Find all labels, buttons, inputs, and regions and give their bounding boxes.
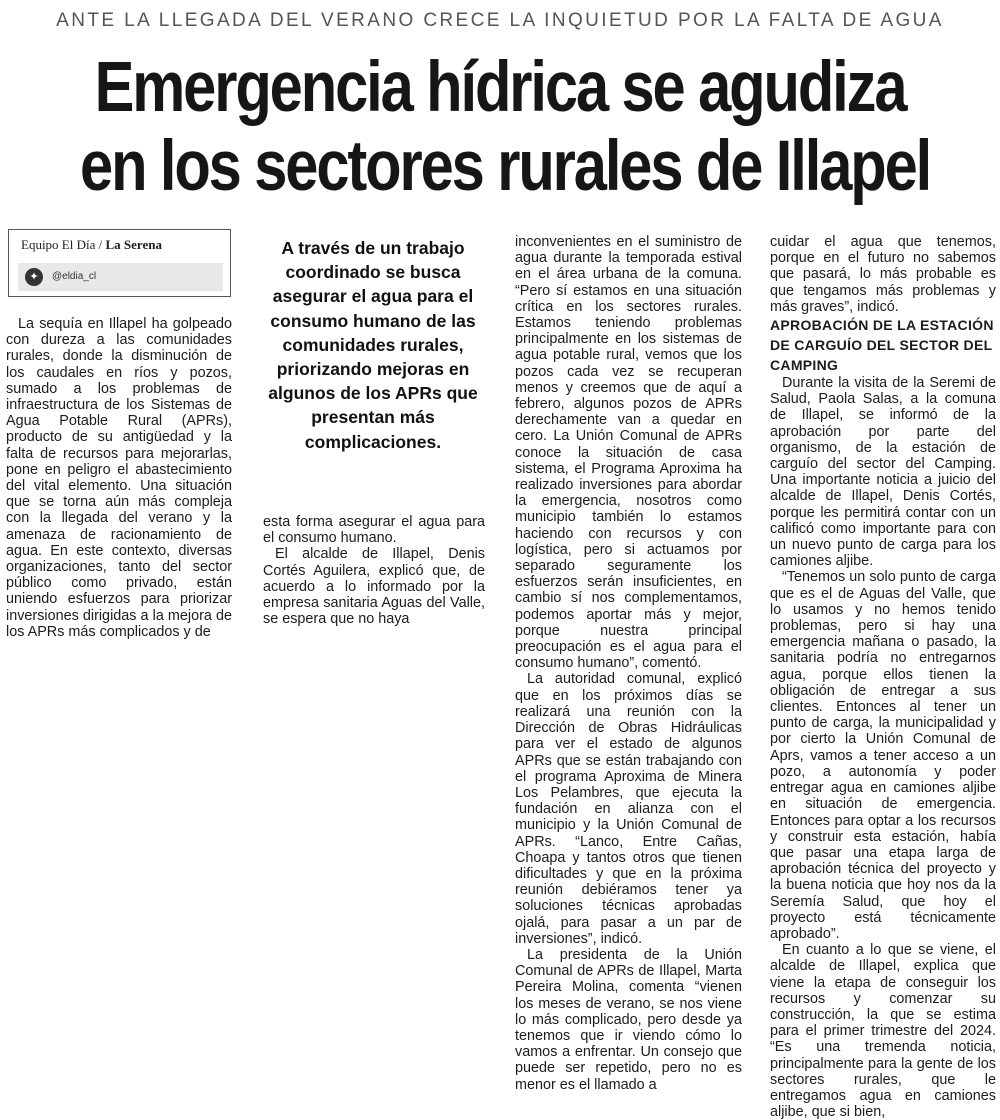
pull-quote: A través de un trabajo coordinado se busca asegurar el agua para el consumo humano de las comunidades rurales, priorizando mejoras en algunos de los APRs que presentan más complicaciones.	[268, 238, 478, 452]
headline-line-2: en los sectores rurales de Illapel	[80, 127, 931, 206]
byline-location: La Serena	[105, 237, 162, 252]
headline-line-1: Emergencia hídrica se agudiza	[94, 48, 906, 127]
social-bar	[18, 263, 223, 291]
kicker: ANTE LA LLEGADA DEL VERANO CRECE LA INQUIETUD POR LA FALTA DE AGUA	[56, 10, 944, 31]
paragraph: La presidenta de la Unión Comunal de APRs de Illapel, Marta Pereira Molina, comenta “vienen los meses de verano, se nos viene lo más complicado, pero desde ya tenemos que ir viendo cómo lo vamos a enfrentar. Un consejo que puede ser repetido, pero no es menor es el llamado a	[515, 946, 742, 1093]
byline-box	[8, 229, 231, 297]
paragraph: La sequía en Illapel ha golpeado con dureza a las comunidades rurales, donde la disminución de los caudales en ríos y pozos, sumado a los problemas de infraestructura de los Sistemas de Agua Potable Rural (APRs), producto de su antigüedad y la falta de recursos para mejorarlas, pone en peligro el abastecimiento del vital elemento. Una situación que se torna aún más compleja con la llegada del verano y la amenaza de racionamiento de agua. En este contexto, diversas organizaciones, tanto del sector público como privado, están uniendo esfuerzos para priorizar inversiones dirigidas a la mejora de los APRs más complicados y de	[6, 316, 232, 640]
paragraph: En cuanto a lo que se viene, el alcalde de Illapel, explica que viene la etapa de conseguir los recursos y comenzar su construcción, la que se estima para el primer trimestre del 2024. “Es una tremenda noticia, principalmente para la gente de los sectores rurales, que le entregamos agua en camiones aljibe, que si bien,	[770, 942, 996, 1120]
byline-author: Equipo El Día /	[21, 237, 106, 252]
paragraph: inconvenientes en el suministro de agua durante la temporada estival en el área urbana de la comuna. “Pero sí estamos en una situación crítica en los sectores rurales. Estamos teniendo problemas principalmente en los sistemas de agua potable rural, vemos que los pozos cada vez se recuperan menos y creemos que de aquí a febrero, algunos pozos de APRs derechamente van a quedar en cero. La Unión Comunal de APRs conoce la situación de casa sistema, el Programa Aproxima ha realizado inversiones para abordar la emergencia, nosotros como municipio también lo estamos haciendo con recursos y con logística, pero si actuamos por separado seguramente los esfuerzos serán insuficientes, en cambio sí nos complementamos, podemos aportar más y mejor, porque nuestra principal preocupación es el agua para el consumo humano”, comentó.	[515, 234, 742, 672]
column-2	[263, 514, 485, 627]
paragraph: La autoridad comunal, explicó que en los próximos días se realizará una reunión con la Dirección de Obras Hidráulicas para ver el estado de algunos APRs que se están trabajando con el programa Aproxima de Minera Los Pelambres, que ejecuta la fundación en alianza con el municipio y la Unión Comunal de APRs. “Lanco, Entre Cañas, Choapa y tantos otros que tienen dificultades y que en la próxima reunión debiéramos tener ya soluciones técnicas aprobadas ojalá, para pasar a un par de inversiones”, indicó.	[515, 671, 742, 947]
paragraph: El alcalde de Illapel, Denis Cortés Aguilera, explicó que, de acuerdo a lo informado por la empresa sanitaria Aguas del Valle, se espera que no haya	[263, 546, 485, 628]
column-3	[515, 234, 742, 1093]
twitter-bird-icon: ✦	[25, 268, 43, 286]
paragraph: Durante la visita de la Seremi de Salud, Paola Salas, a la comuna de Illapel, se informó de la aprobación por parte del organismo, de la estación de carguío del sector del Camping. Una importante noticia a juicio del alcalde de Illapel, Denis Cortés, porque les permitirá contar con un calificó como importante para con un nuevo punto de carga para los camiones aljibe.	[770, 375, 996, 570]
paragraph: cuidar el agua que tenemos, porque en el futuro no sabemos que pasará, lo más probable es que tengamos más problemas y más graves”, indicó.	[770, 234, 996, 315]
column-4	[770, 234, 996, 1120]
column-1	[6, 316, 232, 640]
section-subhead: APROBACIÓN DE LA ESTACIÓN DE CARGUÍO DEL SECTOR DEL CAMPING	[770, 317, 994, 374]
twitter-handle: @eldia_cl	[52, 271, 97, 282]
byline	[21, 237, 162, 253]
headline	[80, 48, 931, 206]
paragraph: esta forma asegurar el agua para el consumo humano.	[263, 514, 485, 547]
paragraph: “Tenemos un solo punto de carga que es el de Aguas del Valle, que lo usamos y no hemos tenido problemas, pero si hay una emergencia mañana o pasado, la sanitaria podría no entregarnos agua, porque ellos tienen la obligación de entregar a sus clientes. Entonces al tener un punto de carga, la municipalidad y por cierto la Unión Comunal de Aprs, vamos a tener acceso a un pozo, a autonomía y poder entregar agua en camiones aljibe en situación de emergencia. Entonces para optar a los recursos y construir esta estación, había que pasar una etapa larga de aprobación técnica del proyecto y la buena noticia que hoy nos da la Seremía Salud, que hoy el proyecto está técnicamente aprobado”.	[770, 569, 996, 942]
